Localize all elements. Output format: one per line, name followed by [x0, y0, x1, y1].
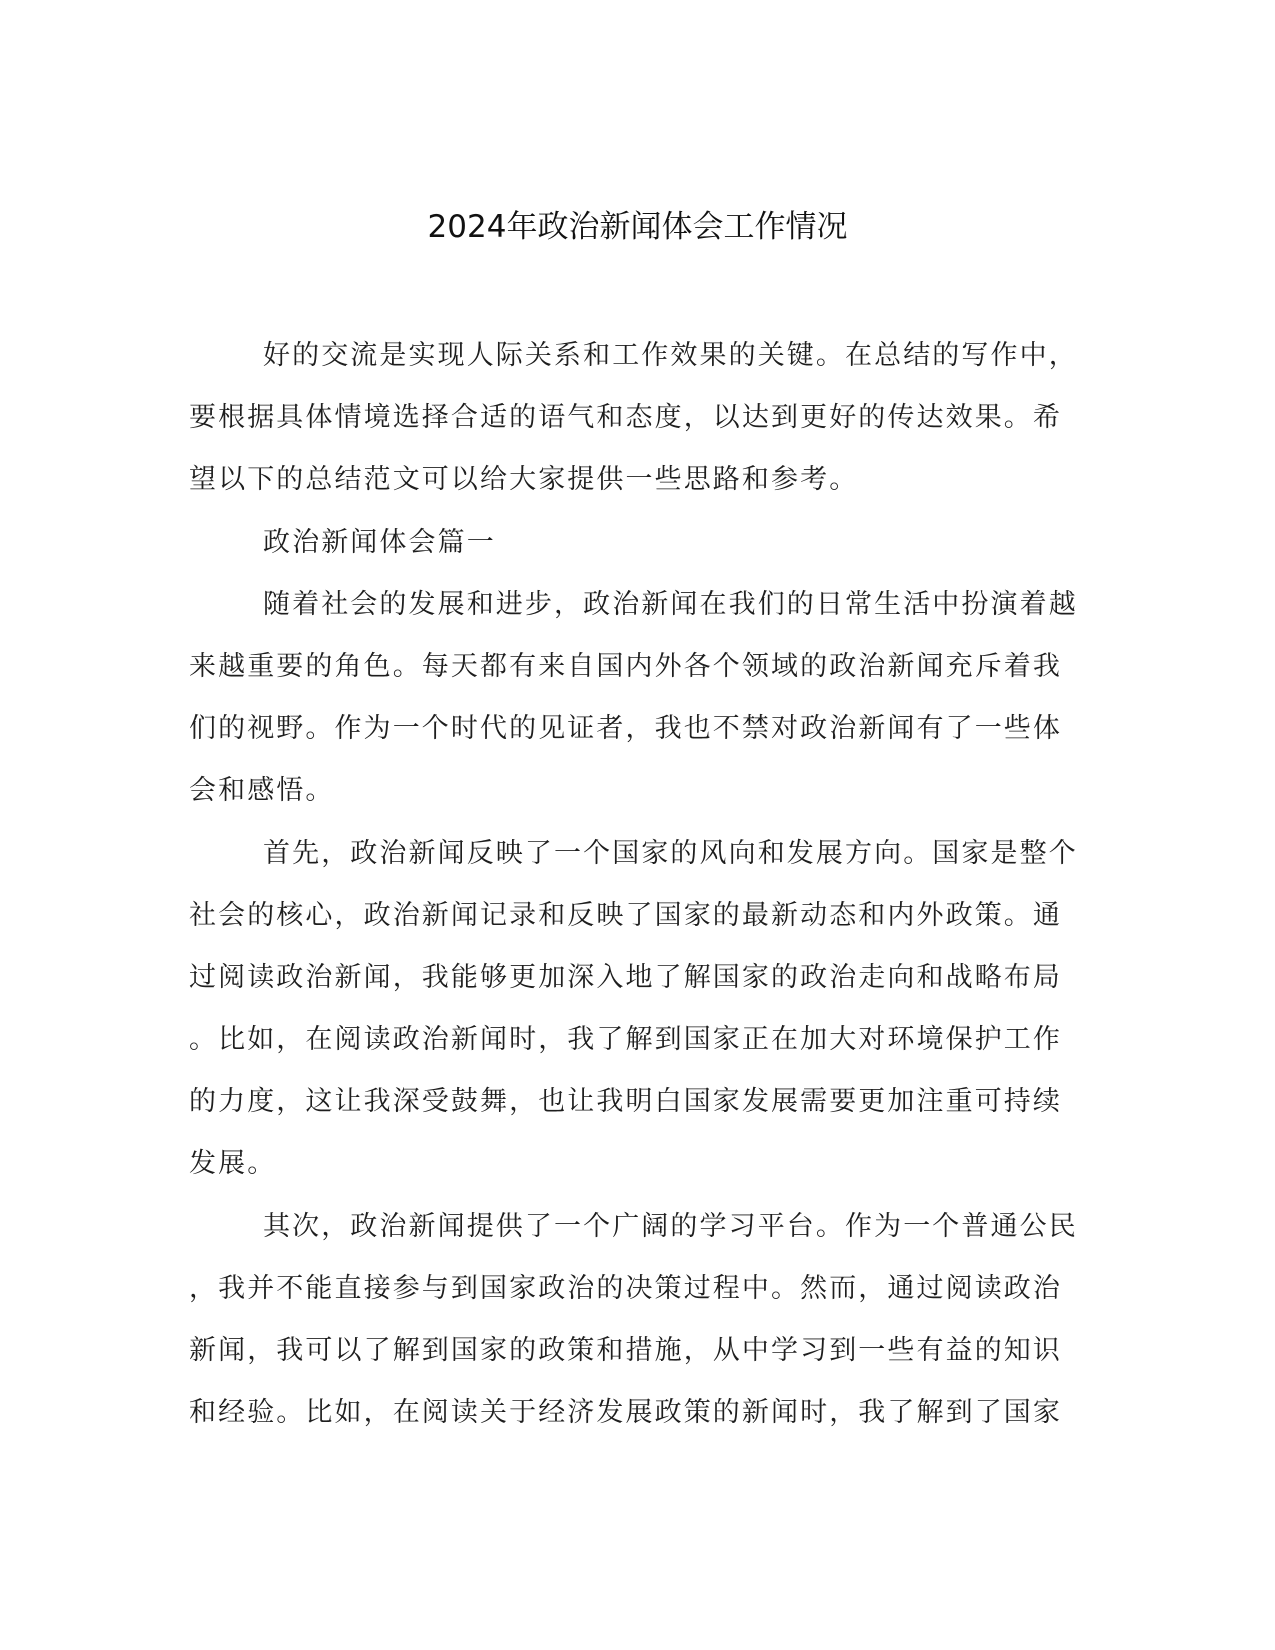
paragraph-line: 发展。: [189, 1148, 277, 1180]
paragraph-line: 望以下的总结范文可以给大家提供一些思路和参考。: [189, 464, 859, 496]
section-heading: 政治新闻体会篇一: [263, 526, 496, 558]
paragraph-line: 们的视野。作为一个时代的见证者，我也不禁对政治新闻有了一些体: [189, 713, 1062, 745]
paragraph-line: 其次，政治新闻提供了一个广阔的学习平台。作为一个普通公民: [263, 1210, 1078, 1242]
paragraph-line: 要根据具体情境选择合适的语气和态度，以达到更好的传达效果。希: [189, 402, 1062, 434]
paragraph-line: 新闻，我可以了解到国家的政策和措施，从中学习到一些有益的知识: [189, 1335, 1062, 1366]
document-body: [189, 325, 1079, 1444]
paragraph-line: 会和感悟。: [189, 775, 335, 807]
paragraph-line: 的力度，这让我深受鼓舞，也让我明白国家发展需要更加注重可持续: [189, 1086, 1062, 1118]
paragraph-line: 首先，政治新闻反映了一个国家的风向和发展方向。国家是整个: [263, 837, 1078, 869]
paragraph-line: 好的交流是实现人际关系和工作效果的关键。在总结的写作中，: [263, 340, 1078, 371]
paragraph-line: 来越重要的角色。每天都有来自国内外各个领域的政治新闻充斥着我: [189, 650, 1062, 682]
paragraph-line: 社会的核心，政治新闻记录和反映了国家的最新动态和内外政策。通: [189, 899, 1062, 931]
document-title: 2024年政治新闻体会工作情况: [427, 209, 848, 245]
paragraph-line: 。比如，在阅读政治新闻时，我了解到国家正在加大对环境保护工作: [189, 1024, 1062, 1056]
paragraph-line: 随着社会的发展和进步，政治新闻在我们的日常生活中扮演着越: [263, 588, 1078, 620]
paragraph-line: 过阅读政治新闻，我能够更加深入地了解国家的政治走向和战略布局: [189, 961, 1062, 993]
paragraph-line: 和经验。比如，在阅读关于经济发展政策的新闻时，我了解到了国家: [189, 1397, 1062, 1429]
paragraph-line: ，我并不能直接参与到国家政治的决策过程中。然而，通过阅读政治: [189, 1272, 1062, 1304]
